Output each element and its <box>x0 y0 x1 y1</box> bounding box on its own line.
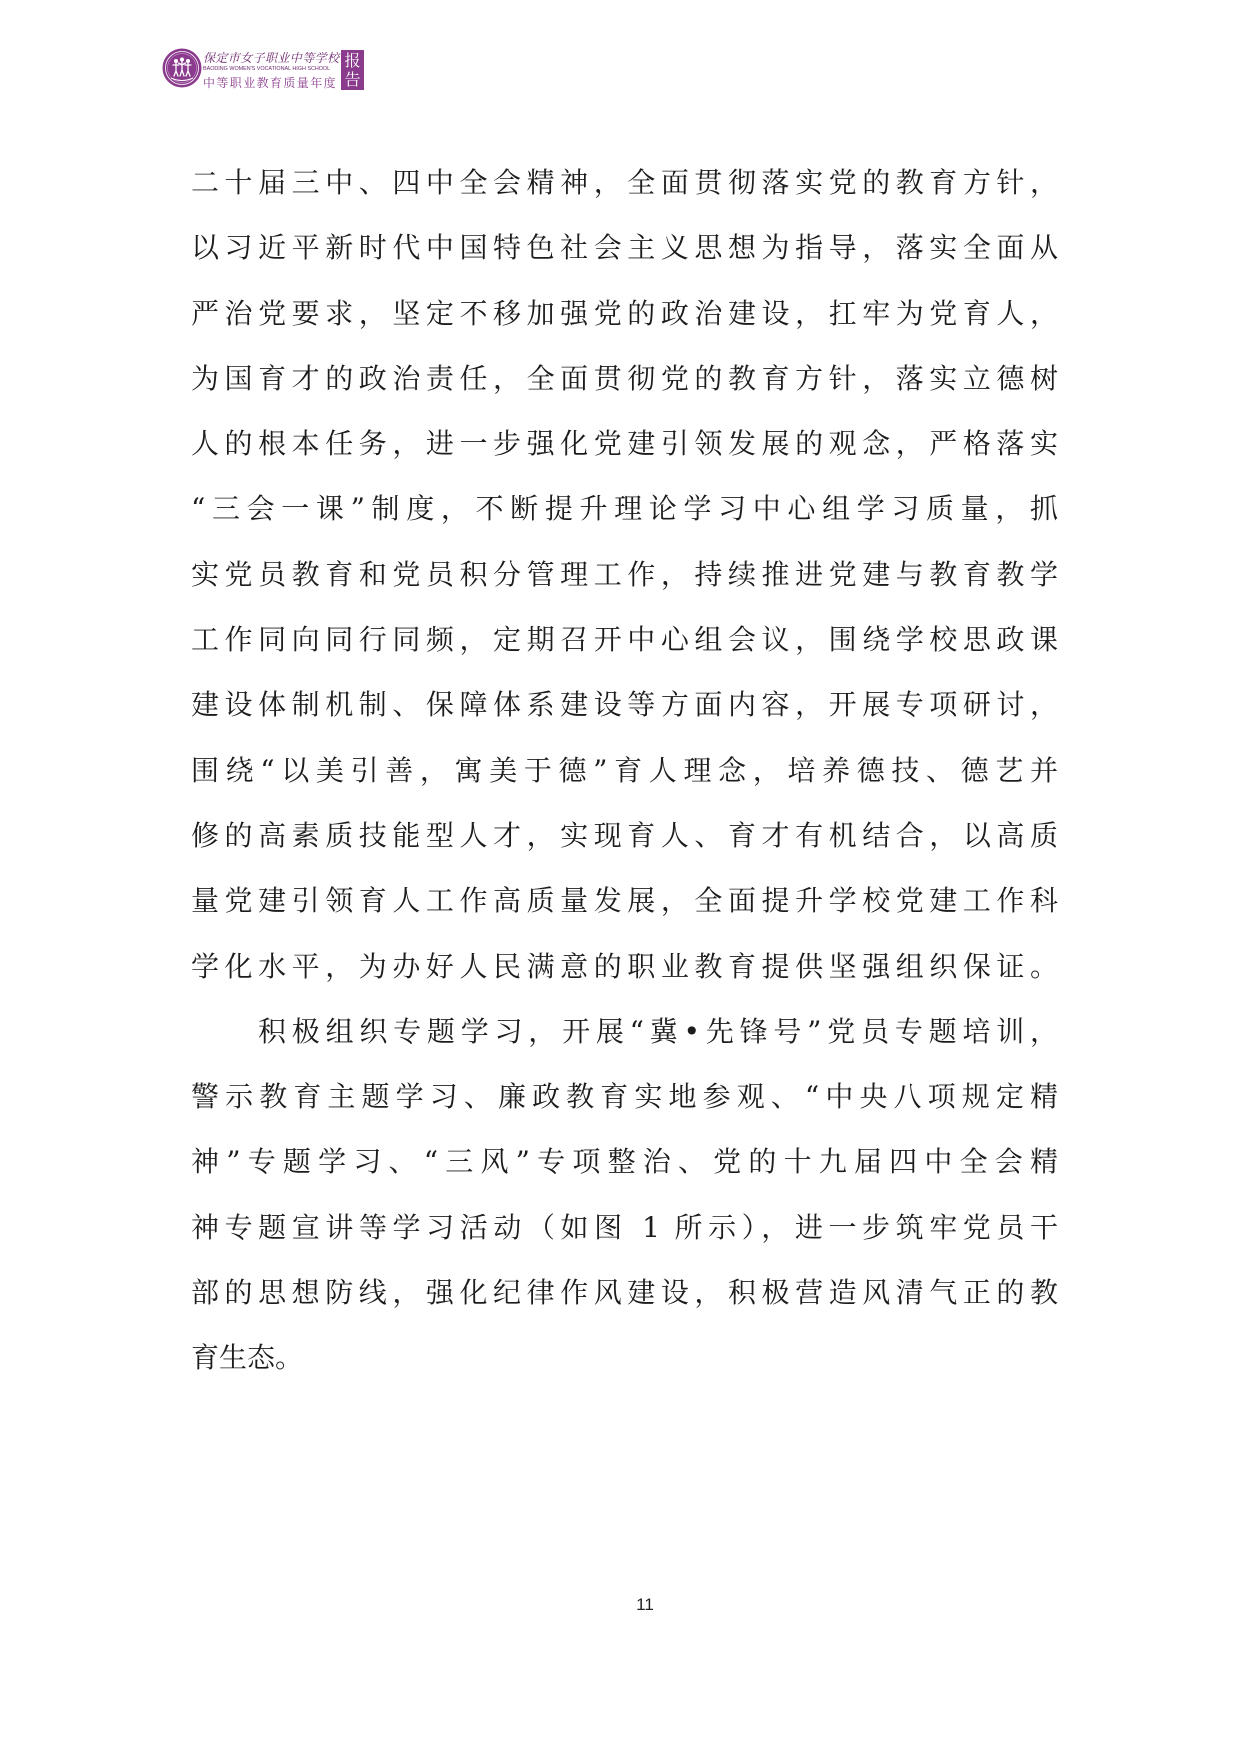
text-line: 警示教育主题学习、廉政教育实地参观、“中央八项规定精 <box>191 1080 1058 1114</box>
paragraph-1 <box>191 150 1058 999</box>
text-line: “三会一课”制度，不断提升理论学习中心组学习质量，抓 <box>191 492 1058 526</box>
body-text <box>191 150 1058 1391</box>
text-line: 积极组织专题学习，开展“冀•先锋号”党员专题培训， <box>258 1014 1058 1048</box>
text-line: 神”专题学习、“三风”专项整治、党的十九届四中全会精 <box>191 1145 1058 1179</box>
report-badge-char-top: 报 <box>344 51 361 70</box>
text-line: 工作同向同行同频，定期召开中心组会议，围绕学校思政课 <box>191 623 1058 657</box>
school-name-chinese: 保定市女子职业中等学校 <box>203 51 340 65</box>
report-badge-char-bottom: 告 <box>344 70 361 89</box>
text-line: 修的高素质技能型人才，实现育人、育才有机结合，以高质 <box>191 818 1058 852</box>
text-line: 实党员教育和党员积分管理工作，持续推进党建与教育教学 <box>191 557 1058 591</box>
report-badge <box>341 50 364 90</box>
text-line: 围绕“以美引善，寓美于德”育人理念，培养德技、德艺并 <box>191 753 1058 787</box>
school-name-english: BAODING WOMEN'S VOCATIONAL HIGH SCHOOL <box>203 66 331 72</box>
text-line: 为国育才的政治责任，全面贯彻党的教育方针，落实立德树 <box>191 361 1058 395</box>
text-line: 量党建引领育人工作高质量发展，全面提升学校党建工作科 <box>191 884 1058 918</box>
page-header <box>162 46 368 94</box>
text-line: 部的思想防线，强化纪律作风建设，积极营造风清气正的教 <box>191 1276 1058 1310</box>
text-line: 人的根本任务，进一步强化党建引领发展的观念，严格落实 <box>191 427 1058 461</box>
text-line: 学化水平，为办好人民满意的职业教育提供坚强组织保证。 <box>191 949 1058 983</box>
text-line: 以习近平新时代中国特色社会主义思想为指导，落实全面从 <box>191 231 1058 265</box>
text-line: 二十届三中、四中全会精神，全面贯彻落实党的教育方针， <box>191 166 1058 199</box>
text-line: 建设体制机制、保障体系建设等方面内容，开展专项研讨， <box>191 688 1058 722</box>
text-line: 严治党要求，坚定不移加强党的政治建设，扛牢为党育人， <box>191 296 1058 330</box>
report-title: 中等职业教育质量年度 <box>203 76 338 90</box>
page-number: 11 <box>636 1595 654 1614</box>
paragraph-2 <box>191 999 1058 1391</box>
text-line: 育生态。 <box>191 1341 304 1375</box>
text-line: 神专题宣讲等学习活动（如图 1 所示），进一步筑牢党员干 <box>191 1210 1058 1244</box>
school-emblem-icon <box>162 47 202 89</box>
